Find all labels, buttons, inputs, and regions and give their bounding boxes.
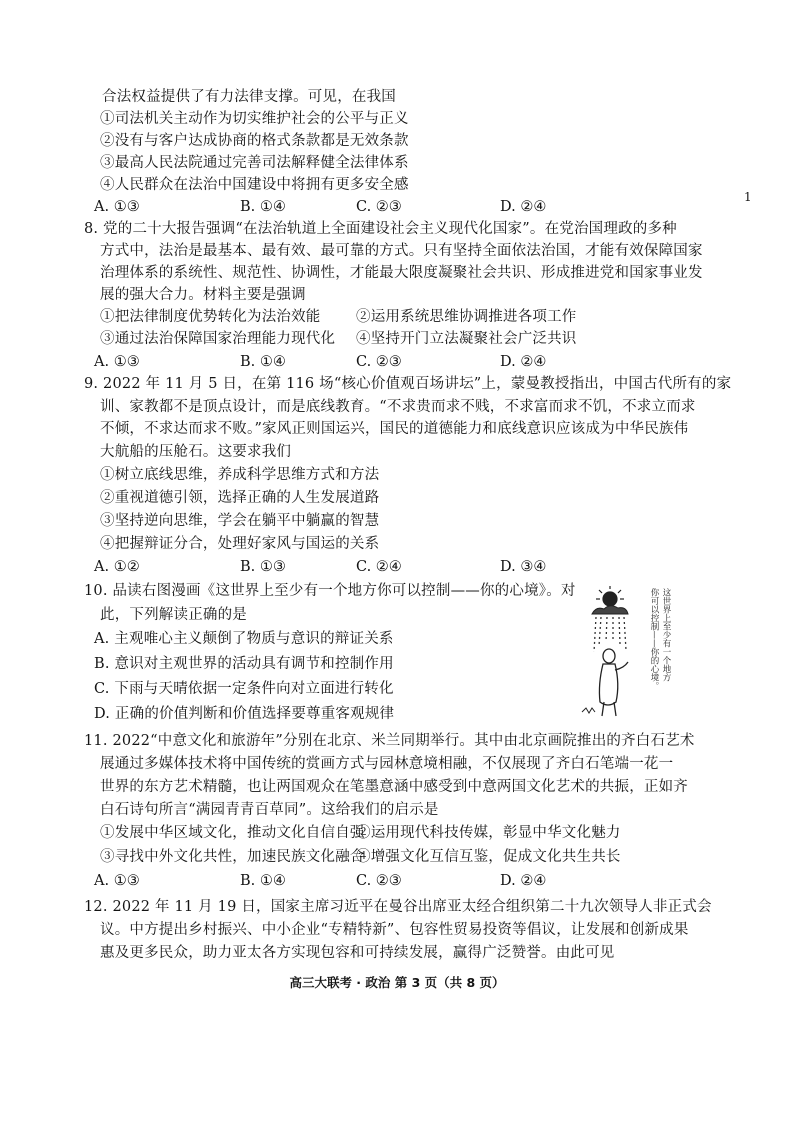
cartoon-caption-2: 你可以控制——你的心境。 [649,588,659,690]
q9-stem-line-1: 9. 2022 年 11 月 5 日，在第 116 场“核心价值观百场讲坛”上，蒙曼教授指出，中国古代所有的家 [84,376,732,392]
q8-option-d: D. ②④ [500,354,547,370]
sun-icon [596,586,624,606]
rain-icon [594,617,626,652]
q8-statement-3: ③通过法治保障国家治理能力现代化 [100,331,336,347]
q9-statement-3: ③坚持逆向思维，学会在躺平中躺赢的智慧 [100,513,380,529]
q8-statement-4: ④坚持开门立法凝聚社会广泛共识 [356,331,577,347]
q9-stem-line-3: 不倾，不求达而求不败。”家风正则国运兴，国民的道德能力和底线意识应该成为中华民族伟 [100,421,689,437]
q10-stem-line-2: 此，下列解读正确的是 [100,607,247,623]
q9-stem-line-2: 训、家教都不是顶点设计，而是底线教育。“不求贵而求不贱，不求富而求不饥，不求立而求 [100,399,696,415]
q9-option-a: A. ①② [94,559,140,575]
q7-option-c: C. ②③ [356,199,402,215]
q11-stem-line-4: 白石诗句所言“满园青青百草同”。这给我们的启示是 [100,802,439,818]
q7-intro: 合法权益提供了有力法律支撑。可见，在我国 [102,89,396,105]
q8-stem-line-1: 8. 党的二十大报告强调“在法治轨道上全面建设社会主义现代化国家”。在党治国理政的多种 [84,221,677,237]
q11-statement-4: ④增强文化互信互鉴，促成文化共生共长 [356,849,621,865]
q11-statement-2: ②运用现代科技传媒，彰显中华文化魅力 [356,825,621,841]
page-footer: 高三大联考 · 政治 第 3 页（共 8 页） [289,975,505,990]
q8-stem-line-4: 展的强大合力。材料主要是强调 [100,287,306,303]
q8-statement-1: ①把法律制度优势转化为法治效能 [100,309,321,325]
q8-option-b: B. ①④ [240,354,286,370]
q11-statement-3: ③寻找中外文化共性，加速民族文化融合 [100,849,365,865]
q11-option-c: C. ②③ [356,873,402,889]
q9-option-c: C. ②④ [356,559,402,575]
q10-option-c: C. 下雨与天晴依据一定条件向对立面进行转化 [94,681,394,697]
person-figure [599,649,628,716]
q10-option-b: B. 意识对主观世界的活动具有调节和控制作用 [94,656,394,672]
q7-statement-4: ④人民群众在法治中国建设中将拥有更多安全感 [100,177,409,193]
q9-statement-1: ①树立底线思维，养成科学思维方式和方法 [100,467,380,483]
q10-stem-line-1: 10. 品读右图漫画《这世界上至少有一个地方你可以控制——你的心境》。对 [84,583,576,599]
q12-stem-line-2: 议。中方提出乡村振兴、中小企业“专精特新”、包容性贸易投资等倡议，让发展和创新成果 [100,922,689,938]
q9-statement-4: ④把握辩证分合，处理好家风与国运的关系 [100,536,380,552]
q8-option-a: A. ①③ [94,354,140,370]
q11-option-d: D. ②④ [500,873,547,889]
q10-option-a: A. 主观唯心主义颠倒了物质与意识的辩证关系 [94,631,394,647]
q12-stem-line-1: 12. 2022 年 11 月 19 日，国家主席习近平在曼谷出席亚太经合组织第二十九次领导人非正式会 [84,899,712,915]
q8-option-c: C. ②③ [356,354,402,370]
q9-statement-2: ②重视道德引领，选择正确的人生发展道路 [100,490,380,506]
q7-statement-2: ②没有与客户达成协商的格式条款都是无效条款 [100,133,409,149]
q7-statement-1: ①司法机关主动作为切实维护社会的公平与正义 [100,111,409,127]
q9-stem-line-4: 大航船的压舱石。这要求我们 [100,444,292,460]
q7-option-d: D. ②④ [500,199,547,215]
q11-stem-line-2: 展通过多媒体技术将中国传统的赏画方式与园林意境相融，不仅展现了齐白石笔端一花一 [100,756,674,772]
margin-mark: 1 [744,190,752,204]
q10-option-d: D. 正确的价值判断和价值选择要尊重客观规律 [94,706,395,722]
q11-option-b: B. ①④ [240,873,286,889]
mood-cartoon [572,584,672,726]
signature-mark [582,708,595,713]
q8-statement-2: ②运用系统思维协调推进各项工作 [356,309,577,325]
q7-option-a: A. ①③ [94,199,140,215]
q12-stem-line-3: 惠及更多民众，助力亚太各方实现包容和可持续发展，赢得广泛赞誉。由此可见 [100,945,615,961]
q11-statement-1: ①发展中华区域文化，推动文化自信自强 [100,825,365,841]
q7-statement-3: ③最高人民法院通过完善司法解释健全法律体系 [100,155,409,171]
q9-option-d: D. ③④ [500,559,547,575]
q11-stem-line-3: 世界的东方艺术精髓，也让两国观众在笔墨意涵中感受到中意两国文化艺术的共振，正如齐 [100,779,688,795]
q11-stem-line-1: 11. 2022“中意文化和旅游年”分别在北京、米兰同期举行。其中由北京画院推出的齐白石艺术 [84,733,695,749]
cartoon-caption-1: 这世界上至少有一个地方 [661,588,671,682]
q7-option-b: B. ①④ [240,199,286,215]
q8-stem-line-2: 方式中，法治是最基本、最有效、最可靠的方式。只有坚持全面依法治国，才能有效保障国家 [100,243,703,259]
q11-option-a: A. ①③ [94,873,140,889]
q9-option-b: B. ①③ [240,559,286,575]
cloud-icon [592,606,628,614]
q8-stem-line-3: 治理体系的系统性、规范性、协调性，才能最大限度凝聚社会共识、形成推进党和国家事业发 [100,265,703,281]
